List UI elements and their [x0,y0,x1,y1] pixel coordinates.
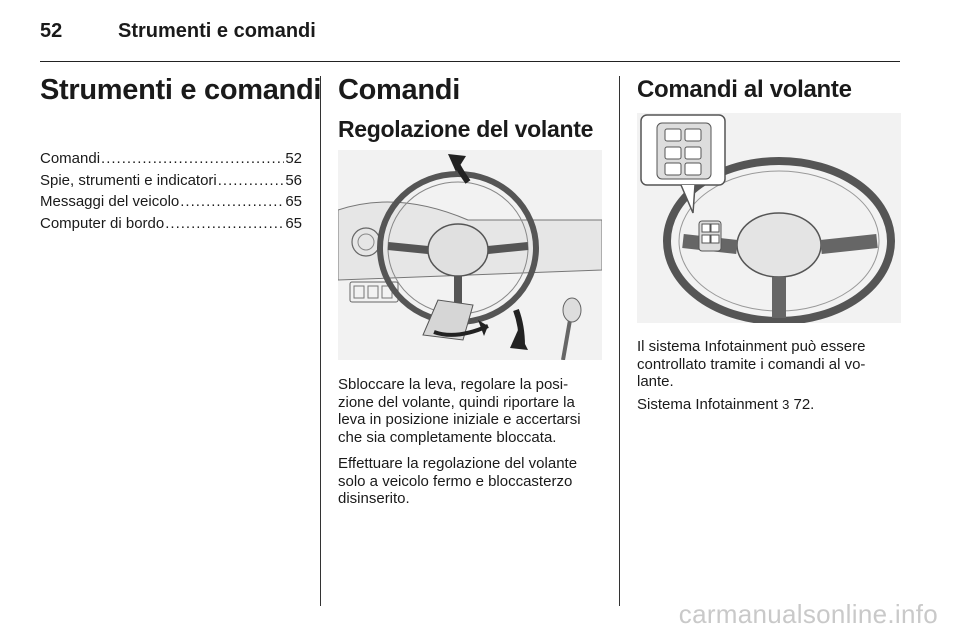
toc-entry-label: Messaggi del veicolo [40,193,180,210]
toc-entry-page: 65 [285,214,302,232]
toc-leader-dots [180,193,284,210]
reference-arrow-icon: 3 [782,397,790,412]
toc-leader-dots [218,172,285,189]
cross-reference-infotainment[interactable] [637,396,907,414]
column-divider-left [320,76,321,606]
toc-entry-page: 52 [285,150,302,167]
toc-entry[interactable] [40,193,302,215]
toc-leader-dots [165,215,284,232]
toc-entry-label: Computer di bordo [40,214,165,232]
steering-wheel-controls-illustration [637,113,901,323]
toc-entry[interactable] [40,172,302,194]
toc-entry[interactable] [40,150,302,172]
toc-leader-dots [101,150,284,167]
toc-entry-page: 65 [285,193,302,210]
running-header-title: Strumenti e comandi [118,20,316,42]
paragraph-adjustment-warning: Effettuare la regolazione del volante solo a veicolo fermo e bloccasterzo disinserito. [338,455,578,507]
reference-text: Sistema Infotainment [637,396,778,413]
toc-entry-label: Comandi [40,150,101,167]
page-number: 52 [40,20,63,42]
reference-page: 72. [793,396,815,413]
toc-entry-page: 56 [285,171,302,189]
chapter-heading: Strumenti e comandi [40,74,322,106]
paragraph-infotainment-controls: Il sistema Infotainment può essere controllato tramite i comandi al vo- lante. [637,338,866,390]
toc-entry-label: Spie, strumenti e indicatori [40,171,217,189]
subsection-heading-regolazione: Regolazione del volante [338,116,594,142]
toc-entry[interactable] [40,215,302,237]
steering-adjustment-illustration [338,150,602,360]
header-rule [40,61,900,62]
watermark: carmanualsonline.info [678,599,938,629]
table-of-contents [40,150,302,236]
section-heading-comandi-al-volante: Comandi al volante [637,76,852,103]
section-heading-comandi: Comandi [338,74,460,106]
column-divider-right [619,76,620,606]
paragraph-adjustment-instructions: Sbloccare la leva, regolare la posi- zione del volante, quindi riportare la leva in posizione iniziale e accertarsi che sia completamente bloccata. [338,376,581,446]
